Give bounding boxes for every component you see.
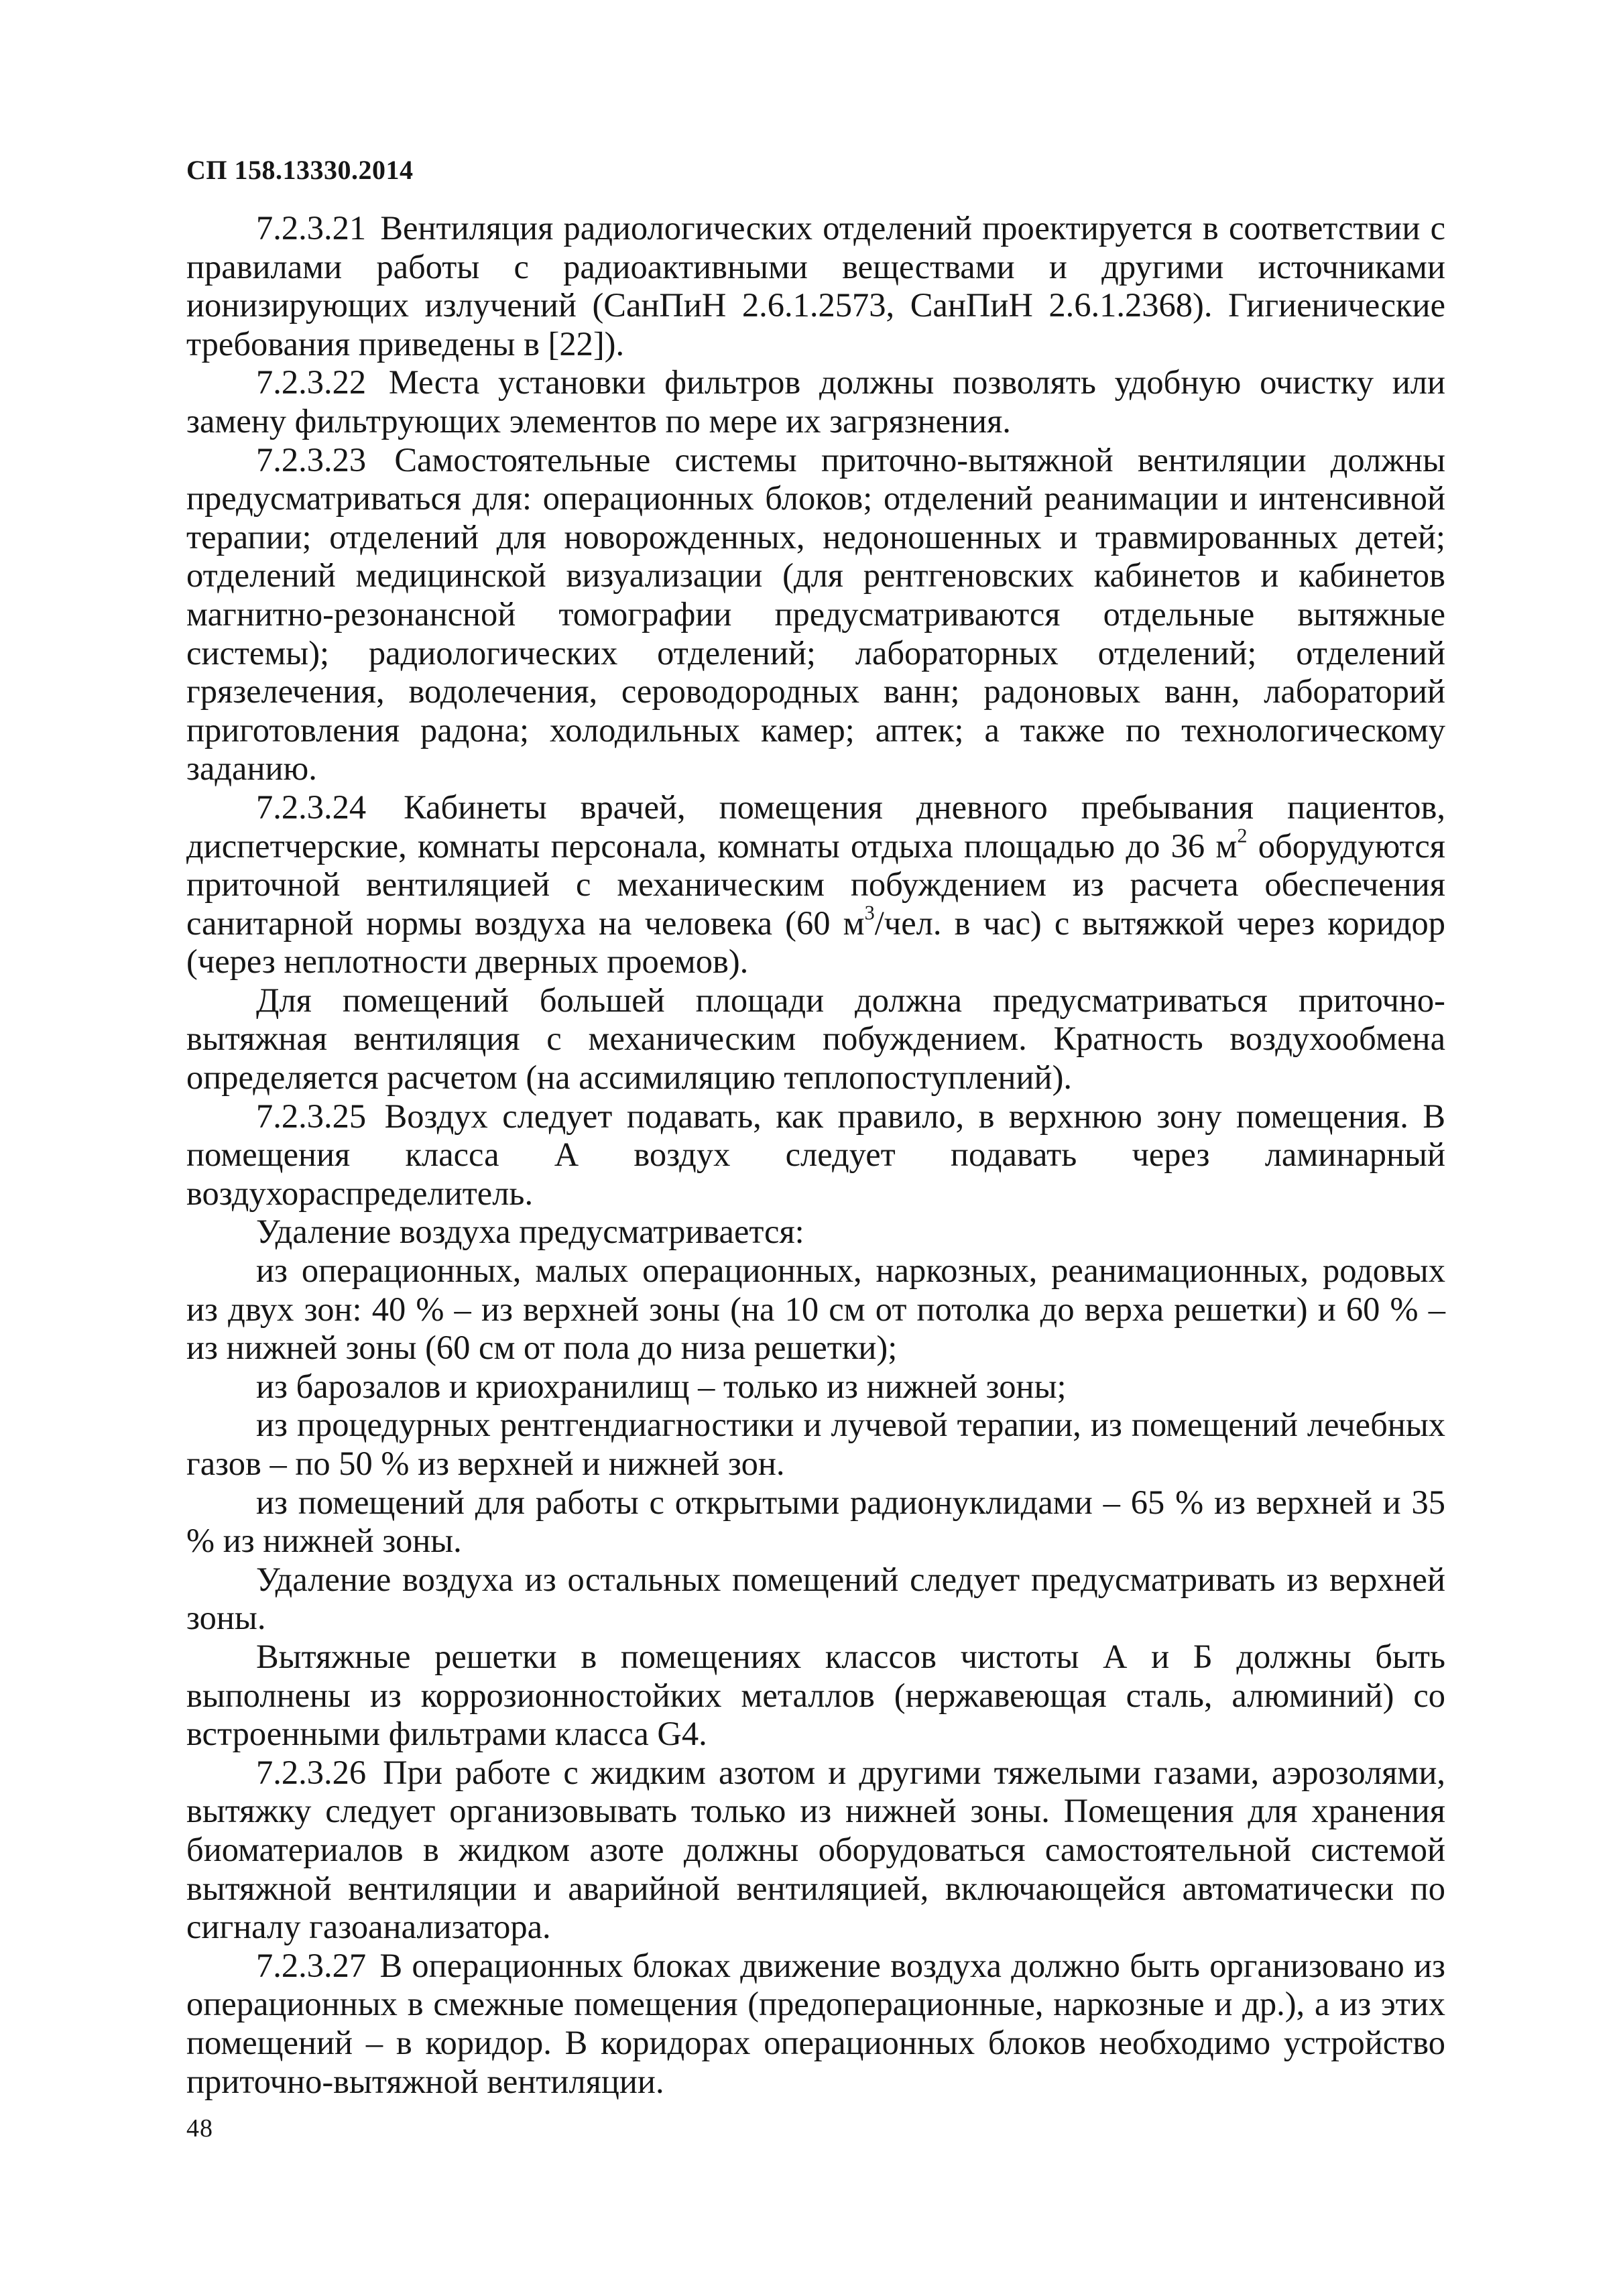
paragraph-air-removal-intro: Удаление воздуха предусматривается: <box>256 1213 804 1251</box>
clause-number: 7.2.3.23 <box>256 440 367 479</box>
paragraph-x-ray: из процедурных рентгендиагностики и лучевой терапии, из помещений лечебных газов – по 50 % из верхней и нижней зон. <box>186 1406 1445 1482</box>
clause-number: 7.2.3.21 <box>256 209 367 247</box>
clause-text: Вентиляция радиологических отделений проектируется в соответствии с правилами работы с радиоактивными веществами и другими источниками ионизирующих излучений (СанПиН 2.6.1.2573, СанПиН 2.6.1.2368). Гигиенические требования приведены в [22]). <box>186 209 1446 363</box>
clause-text: Воздух следует подавать, как правило, в верхнюю зону помещения. В помещения класса А воздух следует подавать через ламинарный воздухораспределитель. <box>186 1097 1446 1212</box>
clause-number: 7.2.3.26 <box>256 1753 367 1791</box>
clause-text-part: Кабинеты врачей, помещения дневного пребывания пациентов, диспетчерские, комнаты персонала, комнаты отдыха площадью до 36 м <box>186 788 1446 865</box>
clause-7-2-3-21 <box>186 209 1445 363</box>
clause-text-part: оборудуются приточной вентиляцией с механическим побуждением из расчета обеспечения санитарной нормы воздуха на человека (60 м <box>186 827 1445 942</box>
superscript-3: 3 <box>864 900 875 924</box>
clause-7-2-3-25 <box>186 1097 1445 1213</box>
clause-number: 7.2.3.27 <box>256 1946 367 1984</box>
document-code-header: СП 158.13330.2014 <box>186 155 414 185</box>
document-body <box>186 209 1445 2101</box>
clause-7-2-3-22 <box>186 363 1445 440</box>
paragraph-large-rooms: Для помещений большей площади должна предусматриваться приточно-вытяжная вентиляция с механическим побуждением. Кратность воздухообмена определяется расчетом (на ассимиляцию теплопоступлений). <box>186 981 1445 1097</box>
clause-text: Самостоятельные системы приточно-вытяжной вентиляции должны предусматриваться для: операционных блоков; отделений реанимации и интенсивной терапии; отделений для новорожденных, недоношенных и травмированных детей; отделений медицинской визуализации (для рентгеновских кабинетов и кабинетов магнитно-резонансной томографии предусматриваются отдельные вытяжные системы); радиологических отделений; лабораторных отделений; отделений грязелечения, водолечения, сероводородных ванн; радоновых ванн, лабораторий приготовления радона; холодильных камер; аптек; а также по технологическому заданию. <box>186 440 1445 788</box>
page-number: 48 <box>186 2114 213 2142</box>
clause-number: 7.2.3.25 <box>256 1097 367 1135</box>
clause-7-2-3-23 <box>186 441 1445 788</box>
superscript-2: 2 <box>1237 823 1248 847</box>
clause-number: 7.2.3.22 <box>256 363 367 402</box>
paragraph-other-rooms: Удаление воздуха из остальных помещений следует предусматривать из верхней зоны. <box>186 1560 1445 1637</box>
clause-text: При работе с жидким азотом и другими тяжелыми газами, аэрозолями, вытяжку следует организовывать только из нижней зоны. Помещения для хранения биоматериалов в жидком азоте должны оборудоваться самостоятельной системой вытяжной вентиляции и аварийной вентиляцией, включающейся автоматически по сигналу газоанализатора. <box>186 1753 1445 1946</box>
paragraph-barozal: из барозалов и криохранилищ – только из нижней зоны; <box>256 1367 1067 1405</box>
clause-text: В операционных блоках движение воздуха должно быть организовано из операционных в смежные помещения (предоперационные, наркозные и др.), а из этих помещений – в коридор. В коридорах операционных блоков необходимо устройство приточно-вытяжной вентиляции. <box>186 1946 1445 2100</box>
paragraph-exhaust-grilles: Вытяжные решетки в помещениях классов чистоты А и Б должны быть выполнены из коррозионностойких металлов (нержавеющая сталь, алюминий) со встроенными фильтрами класса G4. <box>186 1637 1445 1753</box>
clause-7-2-3-26 <box>186 1754 1445 1947</box>
clause-text: Места установки фильтров должны позволять удобную очистку или замену фильтрующих элементов по мере их загрязнения. <box>186 363 1445 440</box>
paragraph-operating-rooms: из операционных, малых операционных, наркозных, реанимационных, родовых из двух зон: 40 % – из верхней зоны (на 10 см от потолка до верха решетки) и 60 % – из нижней зоны (60 см от пола до низа решетки); <box>186 1252 1445 1367</box>
clause-7-2-3-27 <box>186 1947 1445 2101</box>
clause-text-part: /чел. в час) с вытяжкой через коридор (через неплотности дверных проемов). <box>186 904 1445 981</box>
clause-number: 7.2.3.24 <box>256 788 367 826</box>
clause-7-2-3-24 <box>186 788 1445 981</box>
paragraph-radionuclides: из помещений для работы с открытыми радионуклидами – 65 % из верхней и 35 % из нижней зоны. <box>186 1483 1445 1560</box>
